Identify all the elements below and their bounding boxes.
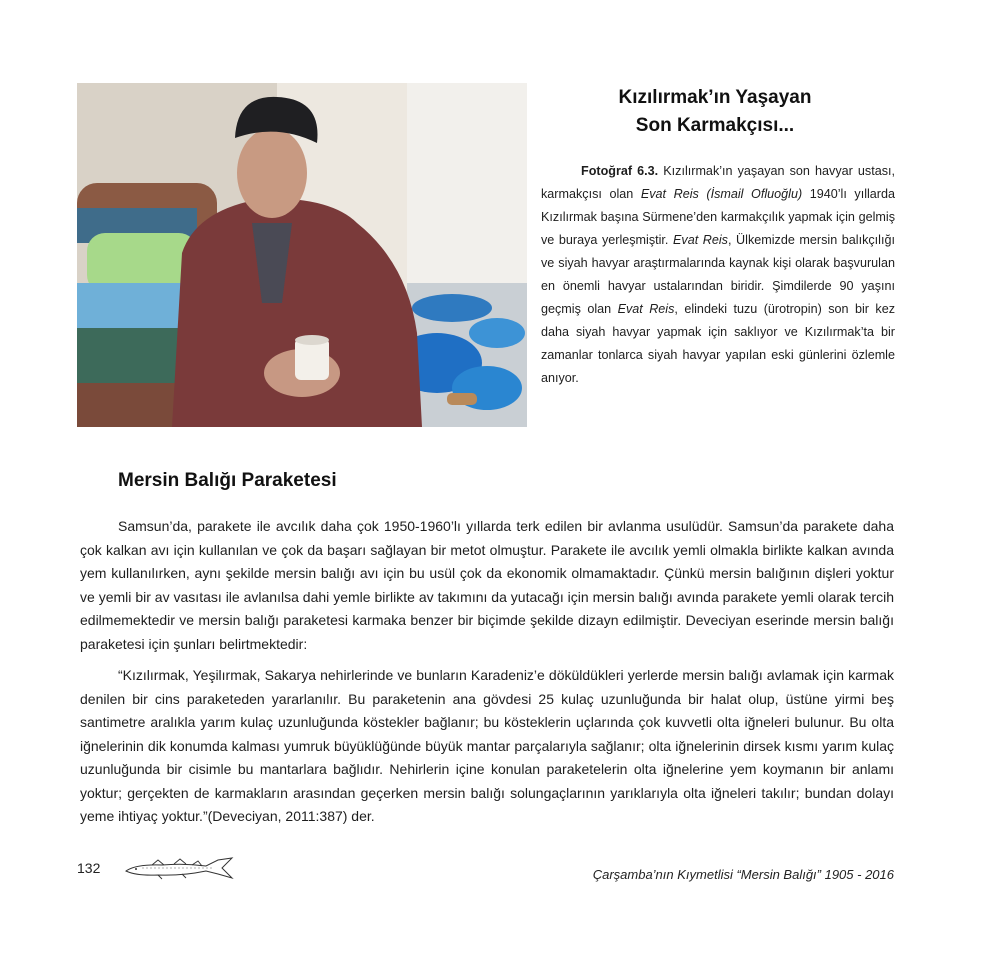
- side-title: [560, 84, 870, 140]
- photo-evat-reis: [77, 83, 527, 427]
- body-paragraph-quote: “Kızılırmak, Yeşilırmak, Sakarya nehirlerinde ve bunların Karadeniz’e döküldükleri yerlerde mersin balığı avlamak için karmak denilen bir cins paraketeden yararlanılır. Bu paraketenin ana gövdesi 25 kulaç uzunluğunda bir halat olup, üstüne yirmi beş santimetre aralıkla yarım kulaç uzunluğunda köstekler bağlanır; bu kösteklerin uçlarında çok kuvvetli olta iğneleri bulunur. Bu olta iğnelerinin dik konumda kalması yumruk büyüklüğünde büyük mantar parçalarıyla sağlanır; olta iğnelerinin dirsek kısmı yarım kulaç uzunluğunda bir cisimle bu mantarlara bağlıdır. Nehirlerin içine konulan paraketelerin olta iğnelerine yem koymanın bir anlamı yoktur; gerçekten de karmakların arasından geçerken mersin balığı solungaçlarının yarıklarıyla olta iğneleri takılır; bundan dolayı yeme ihtiyaç yoktur.”(Deveciyan, 2011:387) der.: [80, 667, 894, 824]
- caption-text-4: , elindeki tuzu (ürotropin) son bir kez daha siyah havyar yapmak için saklıyor ve Kızılırmak’ta bir zamanlar tonlarca siyah havyar yapılan eski günlerini özlemle anıyor.: [541, 302, 895, 385]
- body-text: [80, 515, 894, 837]
- side-title-line-1: Kızılırmak’ın Yaşayan: [618, 87, 812, 108]
- caption-text-1: Kızılırmak’ın yaşayan son havyar ustası, karmakçısı olan: [541, 164, 895, 201]
- side-title-line-2: Son Karmakçısı...: [635, 115, 795, 136]
- sturgeon-fish-icon: [122, 854, 234, 887]
- section-heading: Mersin Balığı Paraketesi: [118, 470, 337, 491]
- page-number: 132: [77, 860, 101, 876]
- caption-label: Fotoğraf 6.3.: [581, 164, 659, 178]
- caption-name-3: Evat Reis: [617, 302, 675, 316]
- caption-text-3: , Ülkemizde mersin balıkçılığı ve siyah havyar araştırmalarında kaynak kişi olarak başvurulan en önemli havyar ustalarından biridir. Şimdilerde 90 yaşını geçmiş olan: [541, 233, 895, 316]
- caption-text-2: 1940’lı yıllarda Kızılırmak başına Sürmene’den karmakçılık yapmak için gelmiş ve buraya yerleşmiştir.: [541, 187, 895, 247]
- running-footer: Çarşamba’nın Kıymetlisi “Mersin Balığı” 1905 - 2016: [592, 867, 894, 882]
- portrait-photo: [77, 83, 527, 427]
- caption-name-1: Evat Reis (İsmail Ofluoğlu): [640, 187, 803, 201]
- caption-text: [541, 160, 895, 390]
- caption-name-2: Evat Reis: [673, 233, 728, 247]
- photo-caption: [541, 160, 895, 390]
- body-paragraph-1: Samsun’da, parakete ile avcılık daha çok 1950-1960’lı yıllarda terk edilen bir avlanma usulüdür. Samsun’da parakete daha çok kalkan avı için kullanılan ve çok da başarı sağlayan bir metot olmuştur. Parakete ile avcılık yemli olmakla birlikte kalkan avında yem kullanılırken, aynı şekilde mersin balığı avı için bu usül çok da ekonomik olmamaktadır. Çünkü mersin balığının dişleri yoktur ve yemli bir av vasıtası ile avlanılsa dahi yemle birlikte av takımını da yutacağı için mersin balığı avında parakete yemli olarak tercih edilmemektedir ve mersin balığı paraketesi karmaka benzer bir biçimde şekilde dizayn edilmiştir. Deveciyan eserinde mersin balığı paraketesi için şunları belirtmektedir:: [80, 518, 894, 652]
